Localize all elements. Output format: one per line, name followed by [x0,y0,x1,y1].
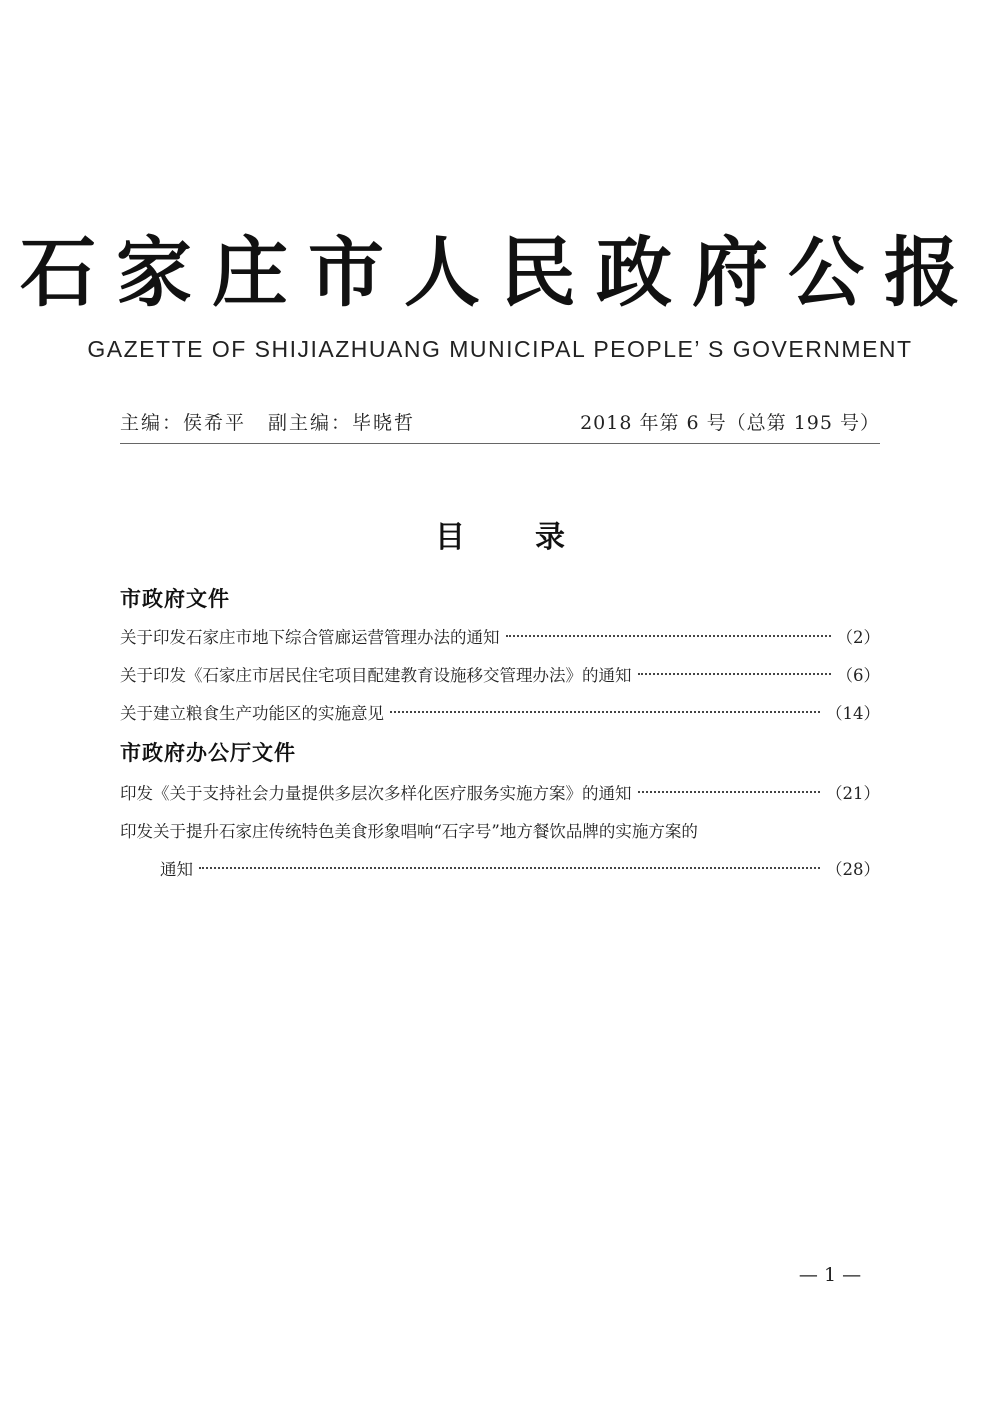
gazette-subtitle: GAZETTE OF SHIJIAZHUANG MUNICIPAL PEOPLE’ S GOVERNMENT [87,336,913,362]
toc-entry[interactable] [120,624,880,652]
editors [120,408,415,438]
toc-entry-page: （28） [826,860,880,879]
toc-entry-page: （2） [836,628,880,647]
chief-editor: 主编：侯希平 [120,412,247,434]
deputy-editor: 副主编：毕晓哲 [268,412,416,434]
toc-entry[interactable] [120,662,880,690]
toc-entry-title: 印发《关于支持社会力量提供多层次多样化医疗服务实施方案》的通知 [120,784,632,803]
leader-dots [390,711,820,713]
section-title-general-office: 市政府办公厅文件 [120,741,296,765]
editorial-info [120,408,880,438]
leader-dots [506,635,831,637]
leader-dots [199,867,820,869]
toc-entry-title: 关于印发《石家庄市居民住宅项目配建教育设施移交管理办法》的通知 [120,666,632,685]
header-divider [120,443,880,444]
toc-entry[interactable] [120,780,880,808]
toc-entry[interactable] [120,700,880,728]
section-title-municipal-government: 市政府文件 [120,587,230,611]
leader-dots [638,673,831,675]
toc-entry-title-line2: 通知 [160,860,193,879]
toc-entry-title-line1[interactable]: 印发关于提升石家庄传统特色美食形象唱响“石字号”地方餐饮品牌的实施方案的 [120,822,698,841]
leader-dots [638,791,821,793]
page-number: — 1 — [798,1264,862,1286]
toc-entry-title: 关于印发石家庄市地下综合管廊运营管理办法的通知 [120,628,500,647]
toc-entry-page: （6） [836,666,880,685]
toc-heading: 目录 [435,520,635,555]
toc-entry-page: （21） [826,784,880,803]
toc-entry-title: 关于建立粮食生产功能区的实施意见 [120,704,384,723]
toc-entry[interactable] [160,856,880,884]
toc-entry-page: （14） [826,704,880,723]
issue-number: 2018 年第 6 号（总第 195 号） [580,412,880,434]
gazette-title: 石家庄市人民政府公报 [20,228,980,317]
